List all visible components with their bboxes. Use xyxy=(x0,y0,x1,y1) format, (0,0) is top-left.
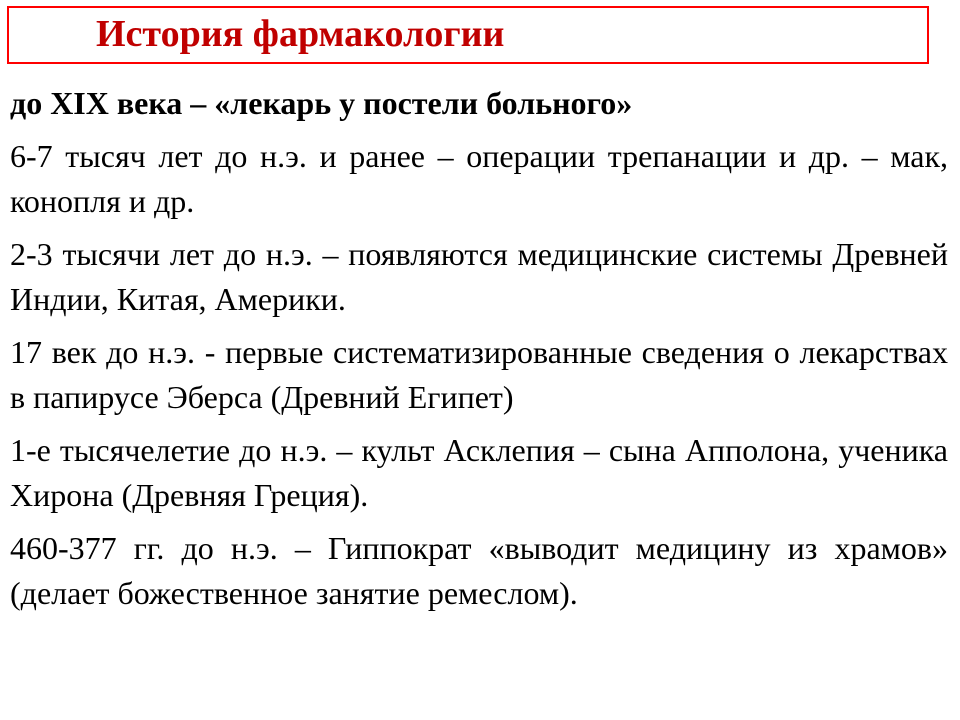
paragraph-ebers-papyrus: 17 век до н.э. - первые систематизированные сведения о лекарствах в папирусе Эберса (Древний Египет) xyxy=(10,334,948,415)
paragraph-asclepius: 1-е тысячелетие до н.э. – культ Асклепия – сына Апполона, ученика Хирона (Древняя Греция). xyxy=(10,432,948,513)
section-heading: до XIX века – «лекарь у постели больного» xyxy=(10,85,633,121)
paragraph-trepanation: 6-7 тысяч лет до н.э. и ранее – операции трепанации и др. – мак, конопля и др. xyxy=(10,138,948,219)
slide-content xyxy=(10,81,948,616)
slide-title: История фармакологии xyxy=(96,13,505,55)
title-box xyxy=(7,6,929,64)
paragraph-hippocrates: 460-377 гг. до н.э. – Гиппократ «выводит медицину из храмов» (делает божественное занятие ремеслом). xyxy=(10,530,948,611)
paragraph-ancient-systems: 2-3 тысячи лет до н.э. – появляются медицинские системы Древней Индии, Китая, Америки. xyxy=(10,236,948,317)
